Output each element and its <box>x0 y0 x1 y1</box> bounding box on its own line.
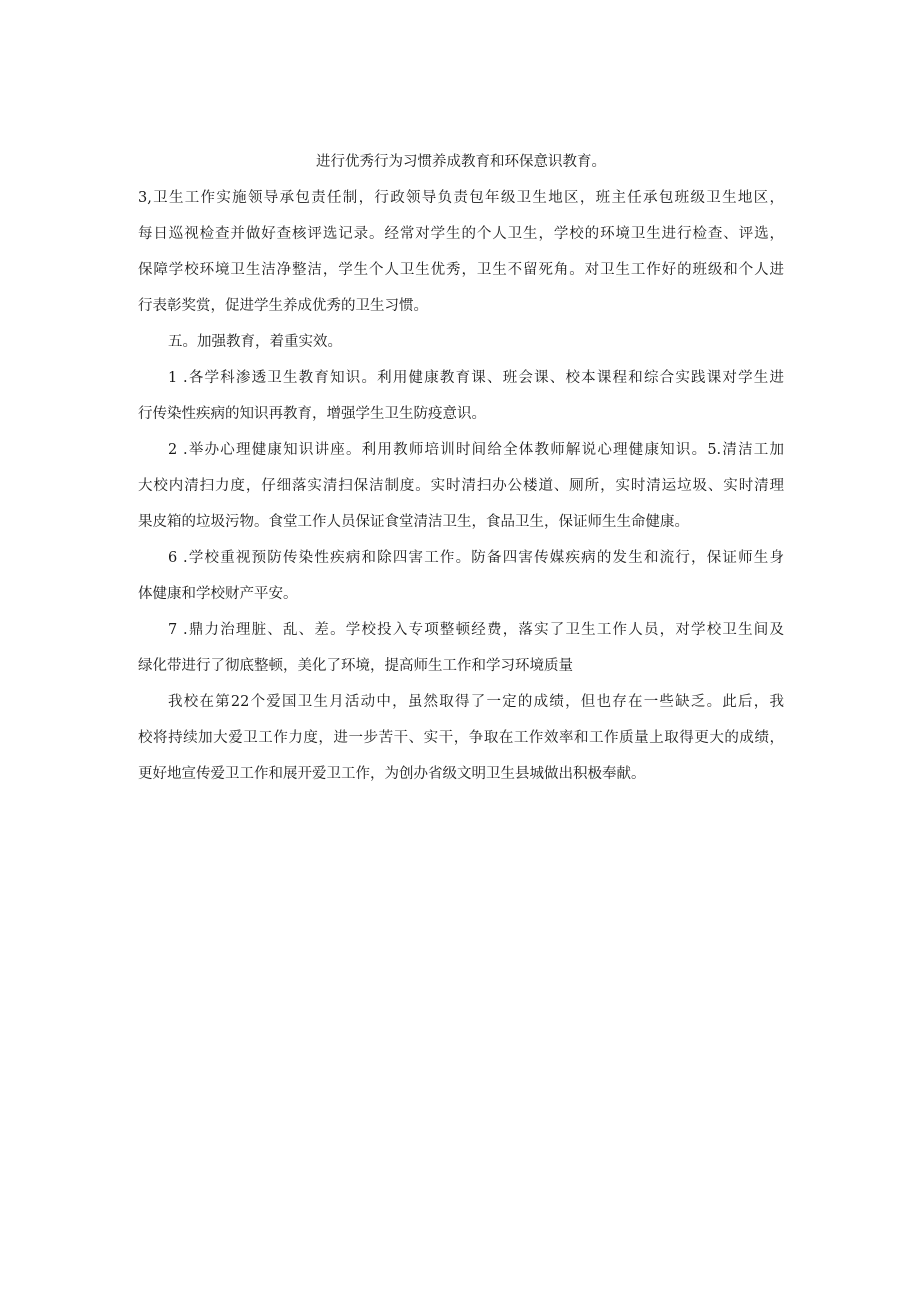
section-heading-line: 五。加强教育，着重实效。 <box>168 334 342 350</box>
document-body <box>138 152 784 800</box>
paragraph-item-1 <box>138 368 784 424</box>
paragraph-line: 校将持续加大爱卫工作力度，进一步苦干、实干，争取在工作效率和工作质量上取得更大的成绩， <box>138 730 784 746</box>
paragraph-item-2 <box>138 440 784 532</box>
paragraph-item-7 <box>138 620 784 676</box>
paragraph-line: 每日巡视检查并做好查核评选记录。经常对学生的个人卫生，学校的环境卫生进行检查、评选， <box>138 226 784 242</box>
intro-line: 进行优秀行为习惯养成教育和环保意识教育。 <box>316 154 606 170</box>
paragraph-line: 大校内清扫力度，仔细落实清扫保洁制度。实时清扫办公楼道、厕所，实时清运垃圾、实时清理 <box>138 478 784 494</box>
paragraph-line: 果皮箱的垃圾污物。食堂工作人员保证食堂清洁卫生，食品卫生，保证师生生命健康。 <box>138 514 689 530</box>
paragraph-line: 行传染性疾病的知识再教育，增强学生卫生防疫意识。 <box>138 406 486 422</box>
paragraph-line: 我校在第22个爱国卫生月活动中，虽然取得了一定的成绩，但也存在一些缺乏。此后，我 <box>168 694 784 710</box>
paragraph-line: 1 .各学科渗透卫生教育知识。利用健康教育课、班会课、校本课程和综合实践课对学生进 <box>168 370 784 386</box>
paragraph-item-3 <box>138 188 784 316</box>
paragraph-line: 6 .学校重视预防传染性疾病和除四害工作。防备四害传媒疾病的发生和流行，保证师生身 <box>168 550 784 566</box>
section-heading-5 <box>138 332 784 352</box>
paragraph-line: 2 .举办心理健康知识讲座。利用教师培训时间给全体教师解说心理健康知识。5.清洁工加 <box>168 442 784 458</box>
paragraph-line: 保障学校环境卫生洁净整洁，学生个人卫生优秀，卫生不留死角。对卫生工作好的班级和个人进 <box>138 262 784 278</box>
paragraph-line: 绿化带进行了彻底整顿，美化了环境，提高师生工作和学习环境质量 <box>138 658 573 674</box>
paragraph-line: 体健康和学校财产平安。 <box>138 586 298 602</box>
paragraph-line: 3,卫生工作实施领导承包责任制，行政领导负责包年级卫生地区，班主任承包班级卫生地区， <box>138 190 784 206</box>
paragraph-line: 更好地宣传爱卫工作和展开爱卫工作，为创办省级文明卫生县城做出积极奉献。 <box>138 766 646 782</box>
paragraph-line: 行表彰奖赏，促进学生养成优秀的卫生习惯。 <box>138 298 428 314</box>
paragraph-item-6 <box>138 548 784 604</box>
paragraph-line: 7 .鼎力治理脏、乱、差。学校投入专项整顿经费，落实了卫生工作人员，对学校卫生间及 <box>168 622 784 638</box>
paragraph-closing <box>138 692 784 784</box>
